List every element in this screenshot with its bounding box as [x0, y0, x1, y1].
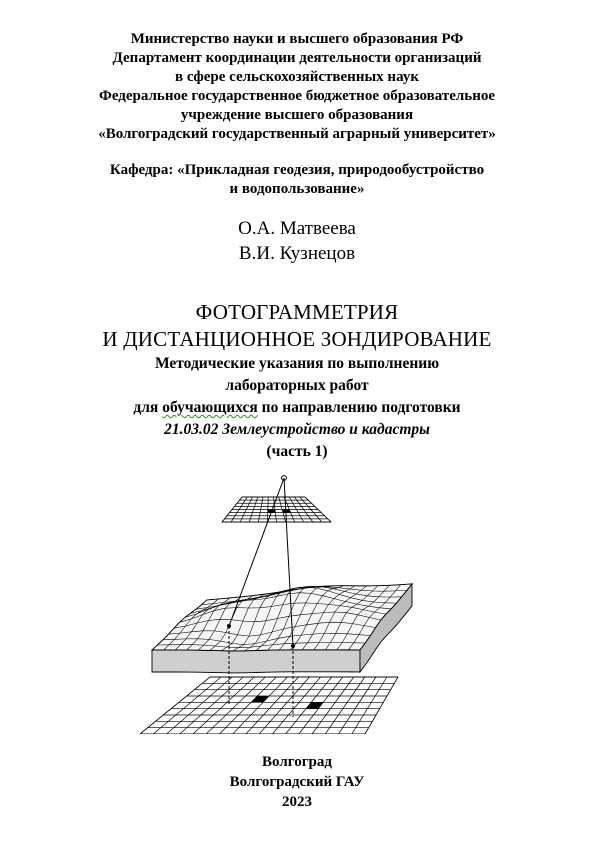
- part-line: (часть 1): [266, 443, 328, 460]
- main-title-line-2: И ДИСТАНЦИОННОЕ ЗОНДИРОВАНИЕ: [102, 327, 492, 351]
- publisher: Волгоградский ГАУ: [229, 774, 365, 790]
- subtitle-line-3: [0, 398, 594, 418]
- city: Волгоград: [262, 754, 332, 770]
- author-2: В.И. Кузнецов: [238, 243, 356, 264]
- subtitle-line-3-underlined: обучающихся: [162, 399, 258, 416]
- subtitle-line-1: Методические указания по выполнению: [154, 355, 440, 372]
- image-plane-grid: [222, 497, 331, 522]
- department-coordination-line: Департамент координации деятельности организаций: [112, 50, 482, 66]
- highlight-cell: [282, 510, 291, 513]
- ground-point-right: [291, 644, 295, 648]
- ground-plane-grid: [140, 677, 398, 734]
- federal-institution-line: Федеральное государственное бюджетное образовательное: [98, 88, 496, 104]
- subtitle-line-3-pre: для: [133, 399, 163, 416]
- specialty-line: 21.03.02 Землеустройство и кадастры: [164, 421, 430, 438]
- author-1: О.А. Матвеева: [238, 218, 356, 239]
- terrain-front-side: [152, 650, 360, 673]
- main-title-line-1: ФОТОГРАММЕТРИЯ: [195, 300, 399, 324]
- terrain-surface: [152, 584, 412, 673]
- chair-line-2: и водопользование»: [229, 181, 365, 197]
- subtitle-line-3-post: по направлению подготовки: [257, 399, 461, 416]
- ground-point-left: [227, 624, 231, 628]
- agri-sciences-line: в сфере сельскохозяйственных наук: [175, 69, 419, 85]
- year: 2023: [282, 794, 312, 810]
- chair-line-1: Кафедра: «Прикладная геодезия, природообустройство: [109, 162, 485, 178]
- higher-education-line: учреждение высшего образования: [180, 107, 414, 123]
- university-name-line: «Волгоградский государственный аграрный университет»: [98, 126, 496, 142]
- subtitle-line-2: лабораторных работ: [225, 377, 369, 394]
- photogrammetry-illustration: [140, 472, 440, 734]
- ministry-line: Министерство науки и высшего образования РФ: [130, 31, 464, 47]
